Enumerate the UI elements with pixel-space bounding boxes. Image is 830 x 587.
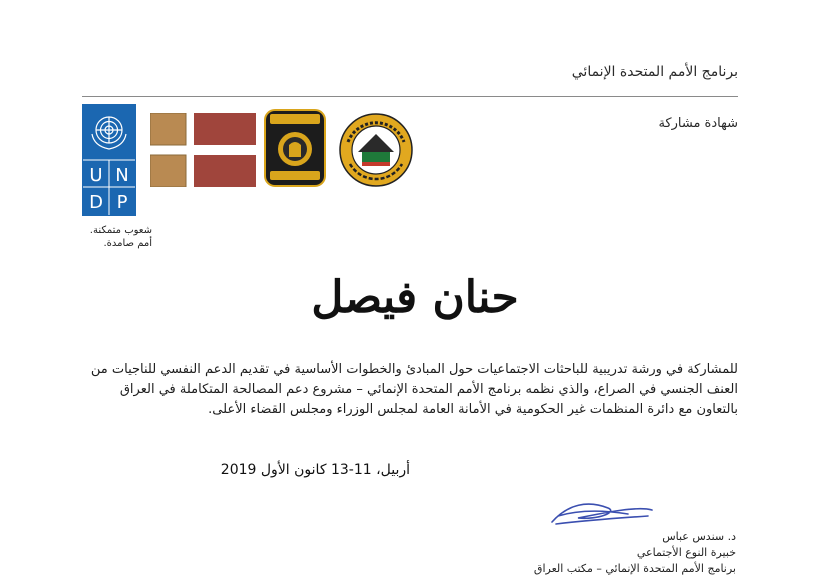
signature-mark xyxy=(548,494,658,534)
undp-letter-d: D xyxy=(89,192,103,213)
undp-tagline-line2: أمم صامدة. xyxy=(103,238,152,249)
undp-letter-n: N xyxy=(115,165,129,186)
undp-logo xyxy=(82,104,136,216)
signatory-title: خبيرة النوع الأجتماعي xyxy=(636,546,736,559)
undp-letter-u: U xyxy=(89,165,103,186)
certificate-type-label: شهادة مشاركة xyxy=(658,116,738,131)
signatory-office: برنامج الأمم المتحدة الإنمائي – مكتب العراق xyxy=(533,562,736,575)
undp-tagline xyxy=(72,224,152,250)
recipient-name: حنان فيصل xyxy=(311,272,519,323)
ngo-directorate-seal-logo xyxy=(338,112,414,188)
event-date-location: أربيل، 11-13 كانون الأول 2019 xyxy=(220,462,410,478)
partner-flag-logo xyxy=(150,113,256,187)
certificate-body xyxy=(88,360,738,420)
undp-tagline-line1: شعوب متمكنة. xyxy=(89,225,152,236)
header-divider xyxy=(82,96,738,97)
certificate-body-text: للمشاركة في ورشة تدريبية للباحثات الاجتماعيات حول المبادئ والخطوات الأساسية في تقديم الدعم النفسي للناجيات من العنف الجنسي في الصراع، والذي نظمه برنامج الأمم المتحدة الإنمائي – مشروع دعم المصالحة المتكاملة في العراق بالتعاون مع دائرة المنظمات غير الحكومية في الأمانة العامة لمجلس الوزراء ومجلس القضاء الأعلى. xyxy=(90,362,738,417)
header-org-title: برنامج الأمم المتحدة الإنمائي xyxy=(571,64,738,80)
council-seal-logo xyxy=(264,109,326,187)
undp-letter-p: P xyxy=(116,192,128,213)
signatory-name: د. سندس عباس xyxy=(662,530,736,543)
